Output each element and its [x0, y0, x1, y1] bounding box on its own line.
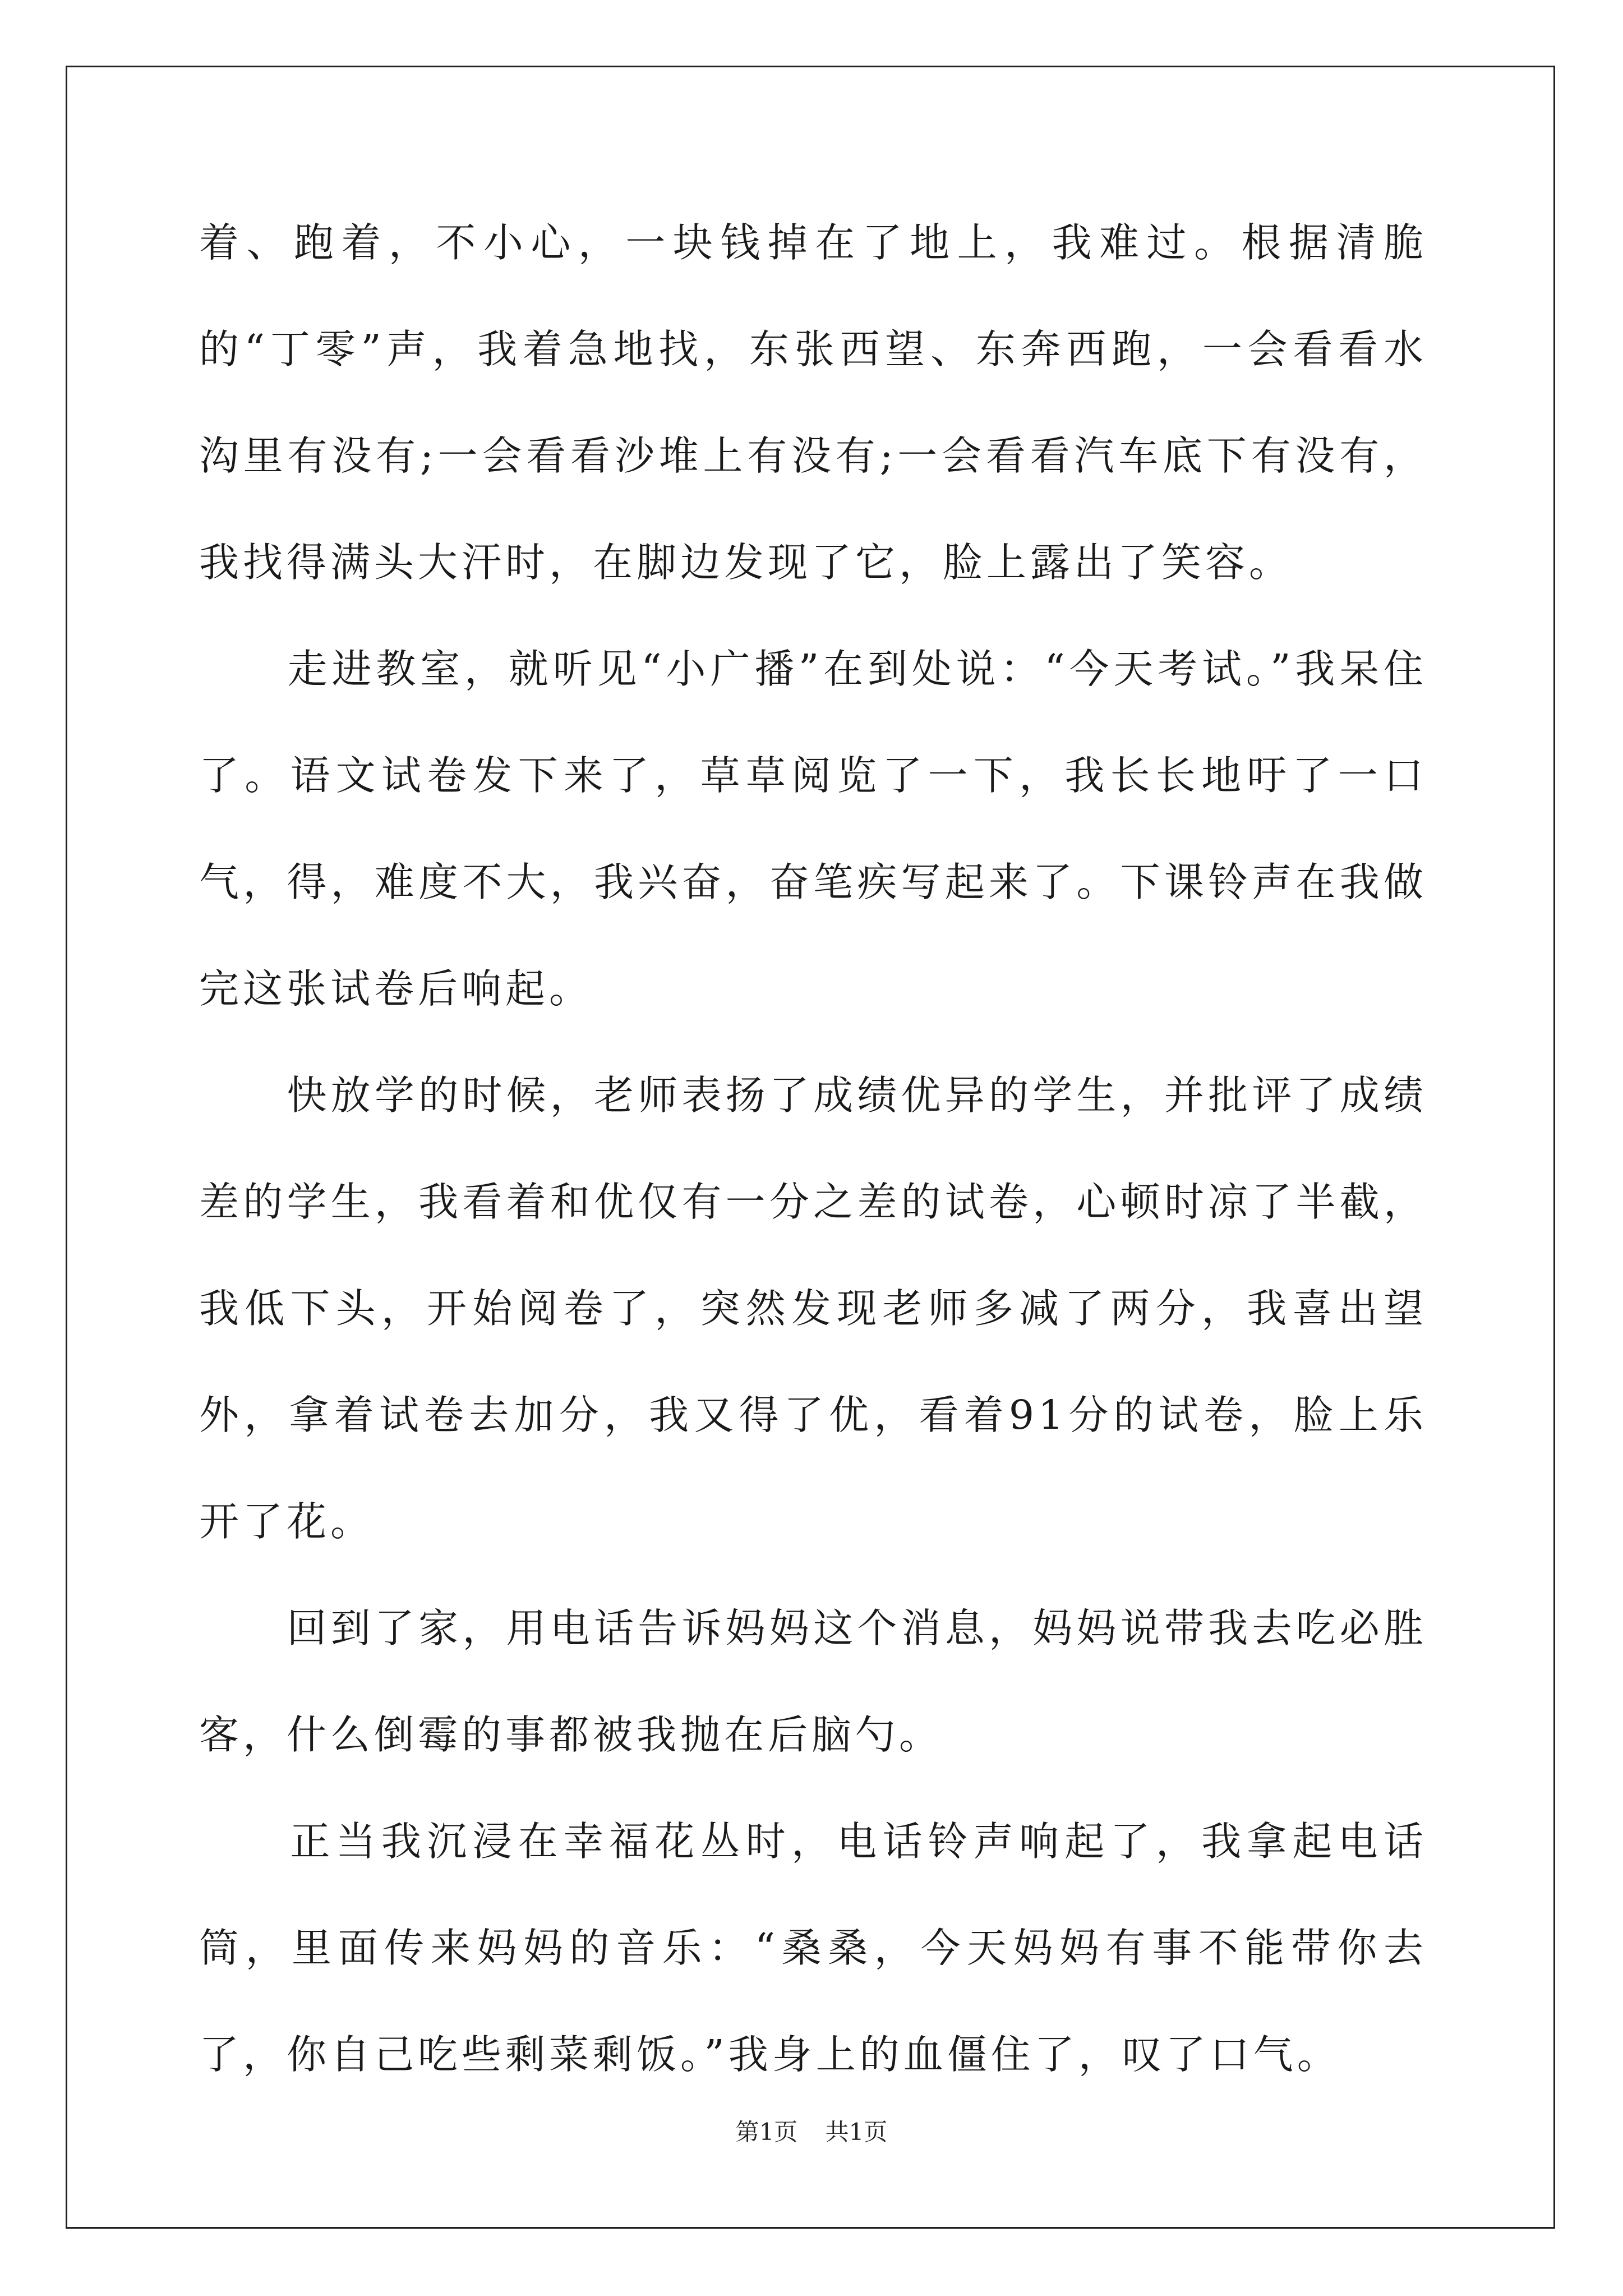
paragraph: 正当我沉浸在幸福花丛时，电话铃声响起了，我拿起电话筒，里面传来妈妈的音乐：“桑桑，今天妈妈有事不能带你去了，你自己吃些剩菜剩饭。”我身上的血僵住了，叹了口气。	[199, 1818, 1427, 2078]
paragraph: 回到了家，用电话告诉妈妈这个消息，妈妈说带我去吃必胜客，什么倒霉的事都被我抛在后脑勺。	[199, 1605, 1427, 1758]
page-footer	[0, 2114, 1623, 2147]
paragraph: 着、跑着，不小心，一块钱掉在了地上，我难过。根据清脆的“丁零”声，我着急地找，东张西望、东奔西跑，一会看看水沟里有没有;一会看看沙堆上有没有;一会看看汽车底下有没有，我找得满头大汗时，在脚边发现了它，脸上露出了笑容。	[199, 219, 1427, 586]
page-total: 共1页	[825, 2118, 888, 2146]
document-body	[199, 190, 1427, 2108]
paragraph: 走进教室，就听见“小广播”在到处说：“今天考试。”我呆住了。语文试卷发下来了，草草阅览了一下，我长长地吁了一口气，得，难度不大，我兴奋，奋笔疾写起来了。下课铃声在我做完这张试卷后响起。	[199, 646, 1427, 1012]
page-number: 第1页	[735, 2118, 798, 2146]
paragraph: 快放学的时候，老师表扬了成绩优异的学生，并批评了成绩差的学生，我看着和优仅有一分之差的试卷，心顿时凉了半截，我低下头，开始阅卷了，突然发现老师多减了两分，我喜出望外，拿着试卷去加分，我又得了优，看着91分的试卷，脸上乐开了花。	[199, 1072, 1427, 1545]
